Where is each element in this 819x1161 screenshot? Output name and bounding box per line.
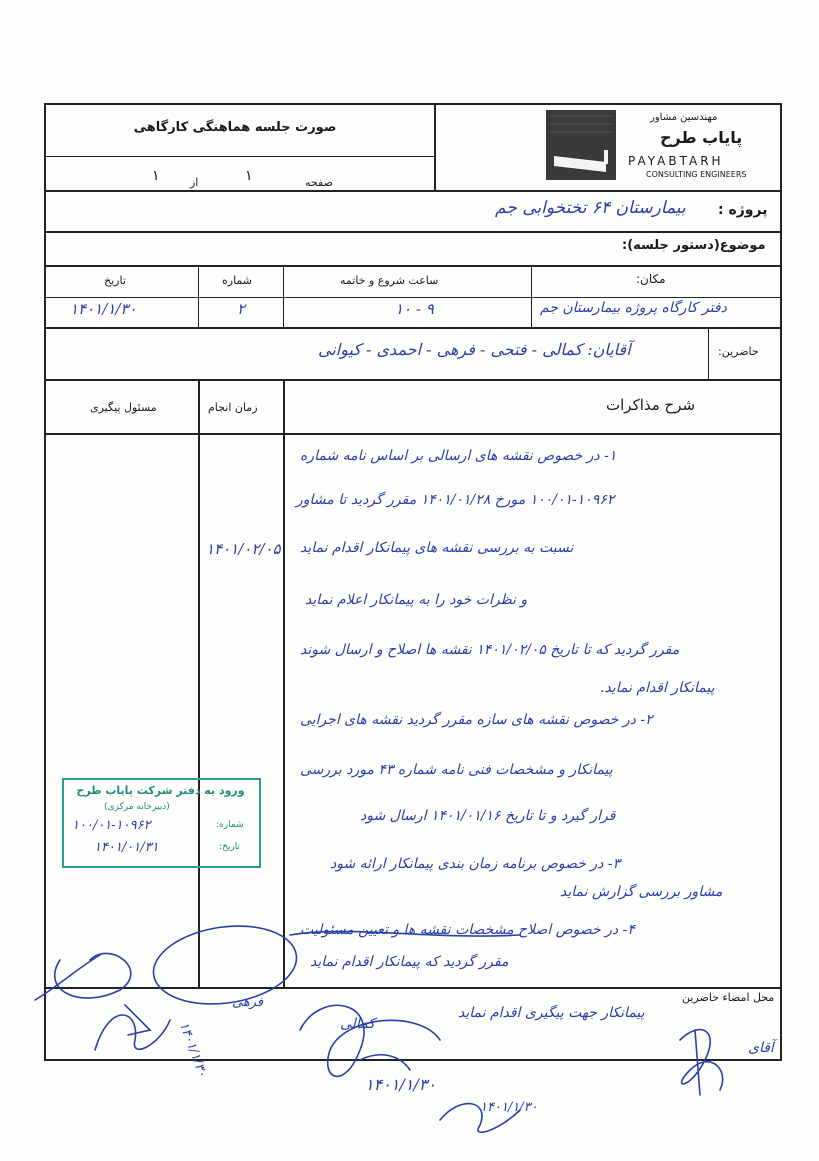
discussion-line: ۴- در خصوص اصلاح مشخصات نقشه ها و تعیین مسئولیت	[300, 922, 635, 938]
stamp-date-value: ۱۴۰۱/۰۱/۳۱	[94, 840, 159, 855]
page-of-label: از	[190, 176, 199, 189]
stamp-date-label: تاریخ:	[219, 842, 240, 852]
discussion-line: و نظرات خود را به پیمانکار اعلام نماید	[305, 592, 528, 608]
discussion-line: مقرر گردید که تا تاریخ ۱۴۰۱/۰۲/۰۵ نقشه ها اصلاح و ارسال شوند	[300, 642, 680, 658]
date-value: ۱۴۰۱/۱/۳۰	[70, 300, 137, 318]
date-label: تاریخ	[104, 274, 126, 287]
discussion-line: نسبت به بررسی نقشه های پیمانکار اقدام نماید	[300, 540, 574, 556]
company-name-fa: پایاب طرح	[660, 128, 743, 147]
location-label: مکان:	[636, 272, 666, 286]
discussion-line: ۳- در خصوص برنامه زمان بندی پیمانکار ارائه شود	[330, 856, 621, 872]
discussion-line: ۲- در خصوص نقشه های سازه مقرر گردید نقشه های اجرایی	[300, 712, 653, 728]
signature-note: کمالی	[340, 1016, 375, 1032]
page-label: صفحه	[305, 176, 333, 189]
location-value: دفتر کارگاه پروژه بیمارستان جم	[540, 300, 727, 316]
time-header: زمان انجام	[208, 401, 258, 414]
company-sub-en: CONSULTING ENGINEERS	[646, 170, 747, 179]
signatures-label: محل امضاء حاضرین	[682, 991, 775, 1004]
time-label: ساعت شروع و خاتمه	[340, 274, 439, 287]
attendees-label: حاضرین:	[718, 345, 759, 358]
stamp-title: ورود به دفتر شرکت پایاب طرح	[76, 784, 245, 797]
signature-note: ۱۴۰۱/۱/۳۰	[365, 1075, 436, 1094]
attendees-value: آقایان: کمالی - فتحی - فرهی - احمدی - کیوانی	[318, 340, 631, 359]
stamp-number-value: ۱۰۰/۰۱-۱۰۹۶۲	[72, 818, 151, 833]
discussion-line: پیمانکار جهت پیگیری اقدام نماید	[458, 1005, 645, 1021]
signature-note: ۱۴۰۱/۱/۳۰	[175, 1020, 210, 1080]
received-stamp	[62, 778, 261, 868]
project-label: پروژه :	[718, 202, 768, 218]
discussion-line: ۱- در خصوص نقشه های ارسالی بر اساس نامه شماره	[300, 448, 617, 464]
discussion-line: ۱۰۰/۰۱-۱۰۹۶۲ مورخ ۱۴۰۱/۰۱/۲۸ مقرر گردید تا مشاور	[296, 492, 615, 508]
responsible-header: مسئول پیگیری	[90, 401, 157, 414]
signature-note: آقای	[748, 1040, 774, 1056]
stamp-subtitle: (دبیرخانه مرکزی)	[104, 802, 170, 812]
company-tagline: مهندسین مشاور	[650, 112, 718, 123]
page-number: ۱	[245, 168, 253, 184]
subject-label: موضوع(دستور جلسه):	[622, 238, 766, 253]
done-time-value: ۱۴۰۱/۰۲/۰۵	[206, 540, 281, 558]
signature-note: فرهی	[232, 995, 264, 1010]
discussion-line: پیمانکار اقدام نماید.	[600, 680, 715, 696]
discussion-line: قرار گیرد و تا تاریخ ۱۴۰۱/۰۱/۱۶ ارسال شود	[360, 808, 616, 824]
form-title: صورت جلسه هماهنگی کارگاهی	[133, 120, 337, 135]
page-total: ۱	[152, 168, 160, 184]
project-value: بیمارستان ۶۴ تختخوابی جم	[495, 198, 686, 218]
stamp-number-label: شماره:	[216, 820, 244, 830]
discussion-header: شرح مذاکرات	[606, 396, 696, 414]
number-label: شماره	[222, 274, 253, 287]
signature-note: ۱۴۰۱/۱/۳۰	[480, 1100, 538, 1115]
time-value: ۹ - ۱۰	[395, 300, 434, 318]
discussion-line: مقرر گردید که پیمانکار اقدام نماید	[310, 954, 509, 970]
discussion-line: مشاور بررسی گزارش نماید	[560, 884, 723, 900]
discussion-line: پیمانکار و مشخصات فنی نامه شماره ۴۳ مورد بررسی	[300, 762, 613, 778]
number-value: ۲	[237, 300, 246, 318]
company-name-en: PAYABTARH	[628, 154, 724, 168]
logo-mark-icon	[546, 110, 616, 180]
